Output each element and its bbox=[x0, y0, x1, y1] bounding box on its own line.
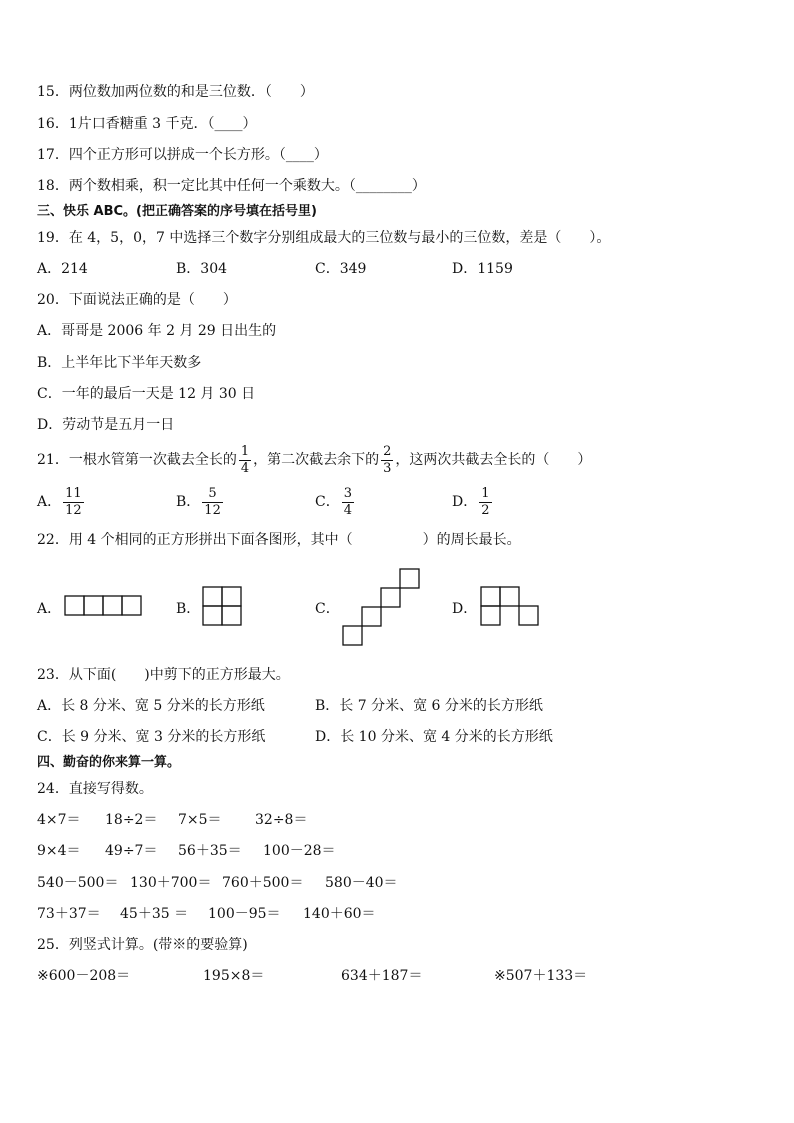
question-22-stem: 22．用 4 个相同的正方形拼出下面各图形，其中（ ）的周长最长。 bbox=[37, 532, 521, 548]
q19-option-b: B．304 bbox=[176, 261, 228, 277]
q21-option-d: D． $\frac{1}{2}$ bbox=[452, 485, 490, 518]
section-4-heading: 四、勤奋的你来算一算。 bbox=[37, 755, 181, 770]
calc-item: 45＋35 ＝ bbox=[120, 906, 189, 922]
fraction-numerator: 1 bbox=[240, 443, 250, 459]
q20-option-a: A．哥哥是 2006 年 2 月 29 日出生的 bbox=[37, 323, 277, 339]
calc-item: 73＋37＝ bbox=[37, 906, 101, 922]
vertical-calc-item: 634＋187＝ bbox=[341, 968, 423, 984]
calc-item: 32÷8＝ bbox=[255, 812, 308, 828]
calc-item: 760＋500＝ bbox=[222, 875, 304, 891]
q21-option-c: C． $\frac{3}{4}$ bbox=[315, 485, 352, 518]
calc-item: 7×5＝ bbox=[178, 812, 222, 828]
q22-label-c: C． bbox=[315, 601, 340, 617]
fraction-numerator: 2 bbox=[383, 443, 392, 459]
calc-item: 18÷2＝ bbox=[105, 812, 158, 828]
q22-label-b: B． bbox=[176, 601, 201, 617]
q21-fraction-1 bbox=[239, 444, 251, 477]
q20-option-c: C．一年的最后一天是 12 月 30 日 bbox=[37, 386, 256, 402]
vertical-calc-item: ※600－208＝ bbox=[37, 968, 131, 984]
calc-item: 49÷7＝ bbox=[105, 843, 158, 859]
calc-item: 56＋35＝ bbox=[178, 843, 242, 859]
fraction-denominator: 4 bbox=[240, 460, 250, 476]
q21-fraction-2 bbox=[381, 444, 393, 477]
question-24-stem: 24．直接写得数。 bbox=[37, 781, 153, 797]
q19-option-d: D．1159 bbox=[452, 261, 513, 277]
calc-item: 130＋700＝ bbox=[130, 875, 212, 891]
q21-stem-part-b: ，第二次截去余下的 bbox=[253, 452, 380, 468]
section-3-heading: 三、快乐 ABC。(把正确答案的序号填在括号里) bbox=[37, 204, 317, 219]
q23-option-a: A．长 8 分米、宽 5 分米的长方形纸 bbox=[37, 698, 265, 714]
fraction-denominator: 3 bbox=[383, 460, 392, 476]
question-21-stem bbox=[37, 440, 591, 480]
calc-item: 100－28＝ bbox=[263, 843, 336, 859]
question-15: 15．两位数加两位数的和是三位数．（ ） bbox=[37, 84, 314, 100]
q22-figure-a bbox=[64, 595, 142, 616]
q21-stem-part-a: 21．一根水管第一次截去全长的 bbox=[37, 452, 237, 468]
q22-figure-d bbox=[480, 586, 540, 626]
question-23-stem: 23．从下面( )中剪下的正方形最大。 bbox=[37, 667, 290, 683]
q22-label-d: D． bbox=[452, 601, 478, 617]
calc-item: 540－500＝ bbox=[37, 875, 119, 891]
q23-option-b: B．长 7 分米、宽 6 分米的长方形纸 bbox=[315, 698, 543, 714]
question-25-stem: 25．列竖式计算。(带※的要验算) bbox=[37, 937, 248, 953]
q22-label-a: A． bbox=[37, 601, 62, 617]
vertical-calc-item: ※507＋133＝ bbox=[494, 968, 588, 984]
q22-figure-c bbox=[342, 568, 420, 646]
question-17: 17．四个正方形可以拼成一个长方形。（____） bbox=[37, 147, 328, 163]
question-16: 16．1片口香糖重 3 千克．（____） bbox=[37, 116, 257, 132]
q20-option-d: D．劳动节是五月一日 bbox=[37, 417, 175, 433]
question-19-stem: 19．在 4，5，0，7 中选择三个数字分别组成最大的三位数与最小的三位数，差是（ ）。 bbox=[37, 230, 611, 246]
calc-item: 580－40＝ bbox=[325, 875, 398, 891]
vertical-calc-item: 195×8＝ bbox=[203, 968, 265, 984]
question-18: 18．两个数相乘，积一定比其中任何一个乘数大。（________） bbox=[37, 178, 426, 194]
q21-stem-part-c: ，这两次共截去全长的（ ） bbox=[395, 452, 592, 468]
q19-option-c: C．349 bbox=[315, 261, 367, 277]
q21-option-b: B． $\frac{5}{12}$ bbox=[176, 485, 221, 518]
q23-option-d: D．长 10 分米、宽 4 分米的长方形纸 bbox=[315, 729, 553, 745]
calc-item: 100－95＝ bbox=[208, 906, 281, 922]
q22-figure-b bbox=[202, 586, 242, 626]
q19-option-a: A．214 bbox=[37, 261, 88, 277]
question-20-stem: 20．下面说法正确的是（ ） bbox=[37, 292, 237, 308]
calc-item: 9×4＝ bbox=[37, 843, 81, 859]
q21-option-a: A． $\frac{11}{12}$ bbox=[37, 485, 82, 518]
calc-item: 4×7＝ bbox=[37, 812, 81, 828]
calc-item: 140＋60＝ bbox=[303, 906, 376, 922]
q23-option-c: C．长 9 分米、宽 3 分米的长方形纸 bbox=[37, 729, 266, 745]
q20-option-b: B．上半年比下半年天数多 bbox=[37, 355, 202, 371]
